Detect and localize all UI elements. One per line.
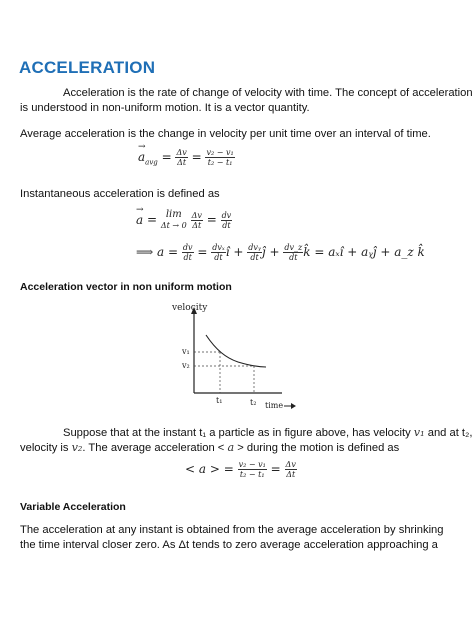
a-vector: a bbox=[227, 441, 235, 454]
arrow-right-icon bbox=[291, 403, 296, 409]
page-title: ACCELERATION bbox=[19, 58, 156, 77]
eq-avg-frac-1: $\frac{\Delta v}{\Delta t}$ bbox=[176, 148, 187, 167]
variable-text-line-1: The acceleration at any instant is obtained from the average acceleration by shrinking bbox=[20, 524, 444, 536]
component-equation: ⟹ a = $\frac{dv}{dt}$ = $\frac{\text{dvₓ}}{dt}$ î + $\frac{\text{dvᵧ}}{dt}$ ĵ + $\frac{dv\_z}{dt}$ k̂ = aₓî + aᵧĵ + a_z k̂ bbox=[136, 243, 425, 262]
eq-avg-frac-2: $\frac{\text{v₂ − v₁}}{\text{t₂ − t₁}}$ bbox=[206, 148, 234, 167]
eq-mean-frac-2: $\frac{\Delta v}{\Delta t}$ bbox=[285, 460, 296, 479]
velocity-curve bbox=[206, 335, 266, 367]
variable-acceleration-heading: Variable Acceleration bbox=[20, 501, 126, 513]
suppose-line-2: velocity is v₂. The average acceleration < a > during the motion is defined as bbox=[20, 441, 400, 454]
instantaneous-equation: → a = lim Δt → 0 $\frac{\Delta v}{\Delta t}$ = $\frac{dv}{dt}$ bbox=[136, 204, 232, 230]
eq-comp-term-y: $\frac{\text{dvᵧ}}{dt}$ bbox=[248, 243, 261, 262]
v1-label: v₁ bbox=[182, 347, 190, 356]
eq-mean-lhs: < a > = bbox=[185, 462, 234, 476]
eq-mean-frac-1: $\frac{\text{v₂ − v₁}}{\text{t₂ − t₁}}$ bbox=[238, 460, 266, 479]
eq-comp-term-x: $\frac{\text{dvₓ}}{dt}$ bbox=[212, 243, 225, 262]
t1-label: t₁ bbox=[216, 396, 223, 405]
mean-acceleration-equation: < a > = $\frac{\text{v₂ − v₁}}{\text{t₂ − t₁}}$ = $\frac{\Delta v}{\Delta t}$ bbox=[185, 460, 296, 479]
vector-arrow-icon: → bbox=[138, 142, 146, 152]
eq-inst-lhs: a bbox=[136, 212, 144, 227]
vector-arrow-icon: → bbox=[136, 204, 144, 215]
eq-inst-frac-1: $\frac{\Delta v}{\Delta t}$ bbox=[191, 210, 202, 230]
implies-icon: ⟹ bbox=[136, 245, 154, 259]
average-acceleration-definition: Average acceleration is the change in velocity per unit time over an interval of time. bbox=[20, 128, 431, 140]
t2-label: t₂ bbox=[250, 398, 257, 407]
v2-vector: v₂ bbox=[71, 441, 83, 454]
eq-inst-limit: lim Δt → 0 bbox=[160, 209, 187, 230]
intro-line-2: is understood in non-uniform motion. It is a vector quantity. bbox=[20, 102, 310, 114]
instantaneous-definition: Instantaneous acceleration is defined as bbox=[20, 188, 220, 200]
graph-heading: Acceleration vector in non uniform motion bbox=[20, 281, 232, 293]
eq-comp-frac: $\frac{dv}{dt}$ bbox=[182, 243, 193, 262]
suppose-line-1: Suppose that at the instant t₁ a particle as in figure above, has velocity v₁ and at t₂, bbox=[63, 426, 473, 439]
eq-comp-rhs: = aₓî + aᵧĵ + a_z k̂ bbox=[314, 245, 425, 259]
velocity-time-graph bbox=[160, 298, 300, 416]
eq-comp-lhs: a bbox=[157, 245, 165, 259]
intro-line-1: Acceleration is the rate of change of velocity with time. The concept of acceleration bbox=[63, 87, 473, 99]
v2-label: v₂ bbox=[182, 361, 190, 370]
average-acceleration-equation: → $a_{avg}$ = $\frac{\Delta v}{\Delta t}$ = $\frac{\text{v₂ − v₁}}{\text{t₂ − t₁}}$ bbox=[138, 142, 234, 167]
eq-avg-sub: avg bbox=[145, 158, 158, 167]
y-axis-label: velocity bbox=[172, 303, 208, 313]
eq-inst-frac-2: $\frac{dv}{dt}$ bbox=[221, 210, 232, 230]
eq-comp-term-z: $\frac{dv\_z}{dt}$ bbox=[284, 243, 303, 262]
eq-avg-lhs: a bbox=[138, 150, 146, 164]
v1-vector: v₁ bbox=[413, 426, 425, 439]
variable-text-line-2: the time interval closer zero. As Δt tends to zero average acceleration approaching a bbox=[20, 539, 438, 551]
x-axis-label: time bbox=[265, 401, 284, 410]
